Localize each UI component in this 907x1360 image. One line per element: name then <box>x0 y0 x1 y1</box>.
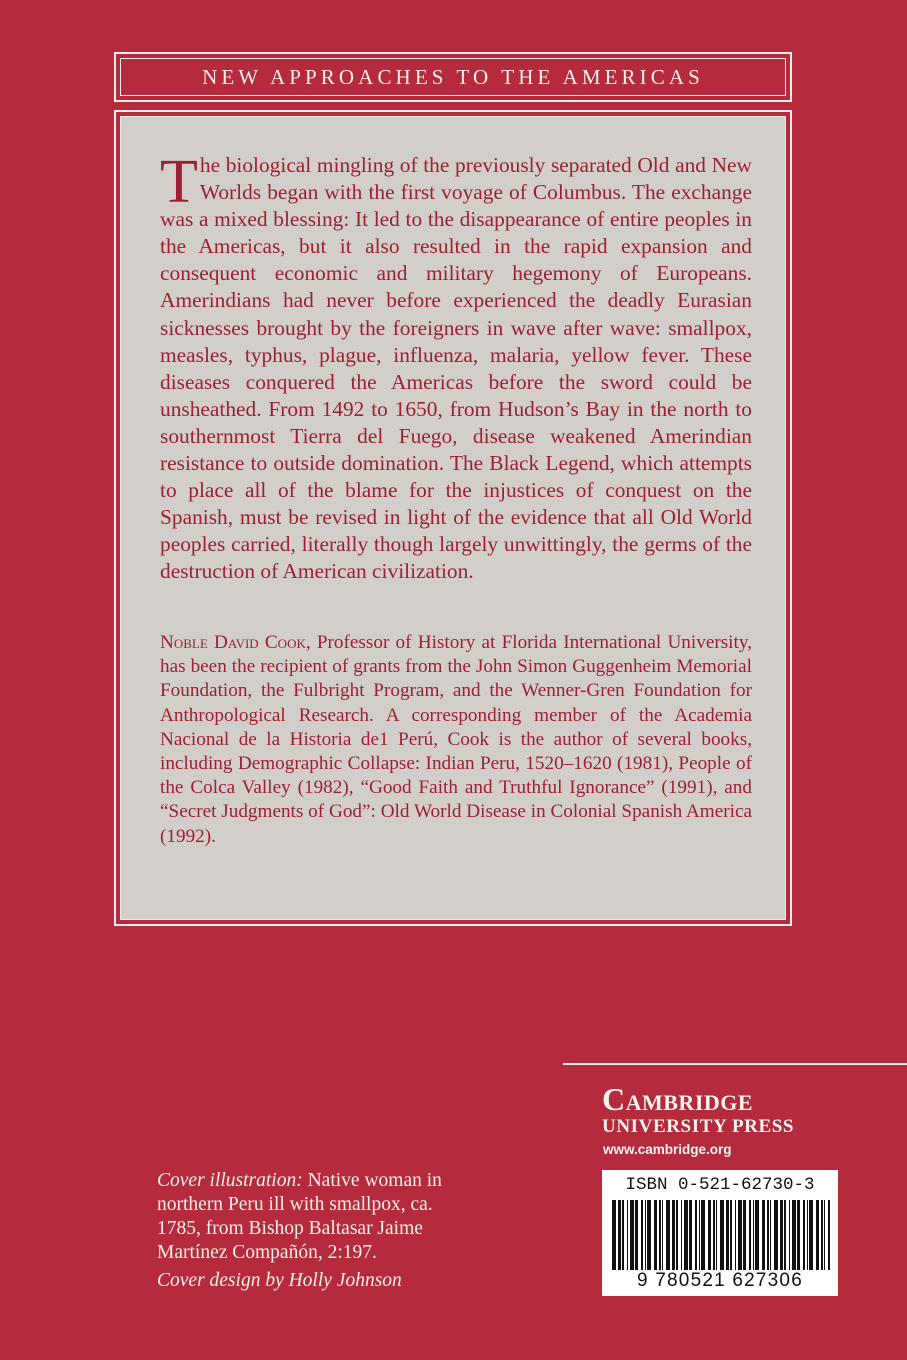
barcode-bar <box>689 1200 692 1270</box>
description-panel-inner <box>120 116 786 920</box>
series-banner <box>114 52 792 102</box>
barcode-bar <box>809 1200 813 1270</box>
barcode-bar <box>780 1200 783 1270</box>
barcode-bar <box>821 1200 823 1270</box>
barcode-bar <box>666 1200 670 1270</box>
publisher-name: Cambridge <box>602 1081 754 1117</box>
barcode-bar <box>630 1200 634 1270</box>
barcode-bar <box>672 1200 675 1270</box>
isbn-barcode-box <box>602 1170 838 1296</box>
publisher-divider <box>563 1063 907 1065</box>
barcode-bar <box>627 1200 628 1270</box>
barcode-bar <box>797 1200 800 1270</box>
barcode-bar <box>807 1200 808 1270</box>
barcode-bar <box>774 1200 778 1270</box>
cover-illustration-credit <box>157 1169 457 1265</box>
barcode-bar <box>701 1200 705 1270</box>
barcode-bar <box>735 1200 736 1270</box>
barcode-bar <box>753 1200 754 1270</box>
publisher-url[interactable]: www.cambridge.org <box>603 1142 732 1157</box>
series-banner-inner <box>120 58 786 96</box>
barcode-bar <box>645 1200 646 1270</box>
barcode-bar <box>803 1200 805 1270</box>
barcode-bar <box>792 1200 796 1270</box>
barcode-icon <box>610 1200 832 1270</box>
barcode-bar <box>695 1200 697 1270</box>
author-bio <box>160 631 752 849</box>
barcode-bar <box>743 1200 746 1270</box>
author-bio-text: , Professor of History at Florida International University, has been the recipient of grants from the John Simon Guggenheim Memorial Foundation, the Fulbright Program, and the Wenner-Gren Foundation for Anthropological Research. A corresponding member of the Academia Nacional de la Historia de1 Perú, Cook is the author of several books, including Demographic Collapse: Indian Peru, 1520–1620 (1981), People of the Colca Valley (1982), “Good Faith and Truthful Ignorance” (1991), and “Secret Judgments of God”: Old World Disease in Colonial Spanish America (1992). <box>160 632 752 847</box>
barcode-bar <box>738 1200 742 1270</box>
cover-design-credit: Cover design by Holly Johnson <box>157 1270 402 1291</box>
barcode-bar <box>699 1200 700 1270</box>
barcode-bar <box>647 1200 651 1270</box>
barcode-bar <box>659 1200 661 1270</box>
description-text: he biological mingling of the previously separated Old and New Worlds began with the first voyage of Columbus. The exchange was a mixed blessing: It led to the disappearance of entire peoples in the Americas, but it also resulted in the rapid expansion and consequent economic and military hegemony of Europeans. Amerindians had never before experienced the deadly Eurasian sicknesses brought by the foreigners in wave after wave: smallpox, measles, typhus, plague, influenza, malaria, yellow fever. These diseases conquered the Americas before the sword could be unsheathed. From 1492 to 1650, from Hudson’s Bay in the north to southernmost Tierra del Fuego, disease weakened Amerindian resistance to outside domination. The Black Legend, which attempts to place all of the blame for the injustices of conquest on the Spanish, must be revised in light of the evidence that all Old World peoples carried, literally though largely unwittingly, the germs of the destruction of American civilization. <box>160 153 752 584</box>
barcode-bar <box>635 1200 638 1270</box>
cover-illustration-text: Native woman in northern Peru ill with smallpox, ca. 1785, from Bishop Baltasar Jaime Martínez Compañón, 2:197. <box>157 1170 442 1263</box>
drop-cap: T <box>160 148 198 216</box>
barcode-bar <box>730 1200 732 1270</box>
barcode-bar <box>716 1200 717 1270</box>
barcode-bar <box>767 1200 769 1270</box>
barcode-bar <box>681 1200 682 1270</box>
author-name: Noble David Cook <box>160 632 306 653</box>
barcode-bar <box>612 1200 616 1270</box>
barcode-bar <box>684 1200 688 1270</box>
barcode-bar <box>816 1200 819 1270</box>
barcode-bar <box>770 1200 771 1270</box>
barcode-bar <box>828 1200 830 1270</box>
barcode-bar <box>789 1200 790 1270</box>
description-panel <box>114 110 792 926</box>
barcode-bar <box>676 1200 678 1270</box>
publisher-subtitle: UNIVERSITY PRESS <box>602 1116 795 1137</box>
barcode-bar <box>726 1200 729 1270</box>
barcode-digits: 9 780521 627306 <box>637 1270 803 1291</box>
barcode-bar <box>662 1200 663 1270</box>
isbn-label: ISBN 0-521-62730-3 <box>625 1175 815 1195</box>
barcode-bar <box>824 1200 825 1270</box>
barcode-bar <box>762 1200 765 1270</box>
series-title: NEW APPROACHES TO THE AMERICAS <box>202 64 704 89</box>
barcode-bar <box>749 1200 751 1270</box>
barcode-bar <box>708 1200 711 1270</box>
barcode-bar <box>784 1200 786 1270</box>
barcode-bar <box>755 1200 759 1270</box>
book-description <box>160 148 752 586</box>
barcode-bar <box>654 1200 657 1270</box>
cover-illustration-label: Cover illustration: <box>157 1170 303 1191</box>
barcode-bar <box>713 1200 715 1270</box>
barcode-bar <box>641 1200 643 1270</box>
barcode-bar <box>618 1200 621 1270</box>
barcode-bar <box>720 1200 724 1270</box>
barcode-bar <box>622 1200 624 1270</box>
